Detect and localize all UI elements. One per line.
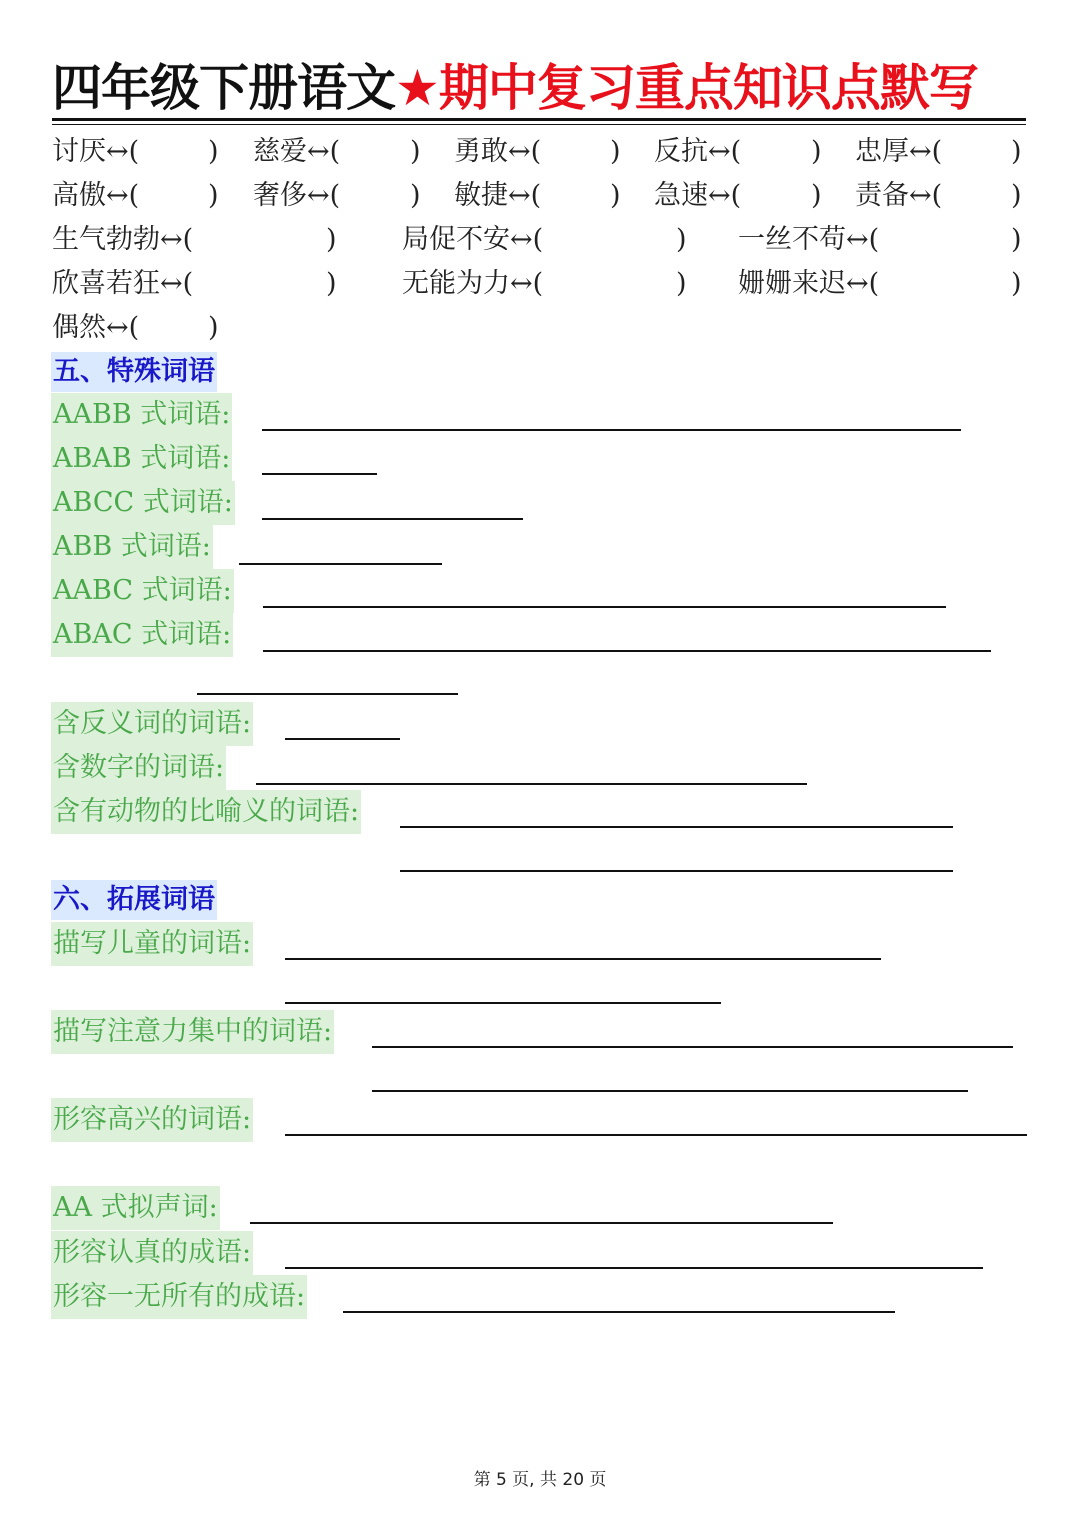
- antonym-blank-close: ): [326, 224, 337, 255]
- antonym-item: 反抗↔(: [654, 136, 742, 167]
- focus-words-answer-line-2[interactable]: [372, 1090, 968, 1092]
- antonym-item: 生气勃勃↔(: [52, 224, 194, 255]
- antonym-item: 忠厚↔(: [855, 136, 943, 167]
- title-topic-part: 期中复习重点知识点默写: [438, 59, 978, 117]
- abcc-answer-line[interactable]: [262, 518, 523, 520]
- antonym-blank-close: ): [208, 312, 219, 343]
- title-grade-part: 四年级下册语文: [52, 59, 395, 117]
- antonym-blank-close: ): [610, 136, 621, 167]
- animal-metaphor-answer-line[interactable]: [400, 826, 953, 828]
- antonym-item: 敏捷↔(: [454, 180, 542, 211]
- antonym-item: 一丝不苟↔(: [738, 224, 880, 255]
- abab-answer-line[interactable]: [262, 473, 377, 475]
- antonym-blank-close: ): [1011, 180, 1022, 211]
- number-words-label: 含数字的词语:: [51, 746, 226, 790]
- animal-metaphor-label: 含有动物的比喻义的词语:: [51, 790, 361, 834]
- antonym-item: 姗姗来迟↔(: [738, 268, 880, 299]
- antonym-blank-close: ): [326, 268, 337, 299]
- number-words-answer-line[interactable]: [256, 783, 807, 785]
- antonym-item: 局促不安↔(: [402, 224, 544, 255]
- antonym-blank-close: ): [410, 136, 421, 167]
- onomatopoeia-answer-line[interactable]: [250, 1222, 833, 1224]
- nothing-idiom-label: 形容一无所有的成语:: [51, 1275, 307, 1319]
- aabc-label: AABC 式词语:: [51, 569, 234, 613]
- antonym-blank-close: ): [676, 268, 687, 299]
- antonym-blank-close: ): [811, 180, 822, 211]
- abb-label: ABB 式词语:: [51, 525, 213, 569]
- antonym-words-label: 含反义词的词语:: [51, 702, 253, 746]
- section-six-heading: 六、拓展词语: [51, 880, 217, 920]
- antonym-item: 责备↔(: [855, 180, 943, 211]
- antonym-item: 高傲↔(: [52, 180, 140, 211]
- antonym-item: 勇敢↔(: [454, 136, 542, 167]
- antonym-item: 奢侈↔(: [253, 180, 341, 211]
- antonym-blank-close: ): [610, 180, 621, 211]
- antonym-blank-close: ): [676, 224, 687, 255]
- antonym-item: 讨厌↔(: [52, 136, 140, 167]
- antonym-words-answer-line[interactable]: [285, 738, 400, 740]
- antonym-item: 欣喜若狂↔(: [52, 268, 194, 299]
- antonym-item: 无能为力↔(: [402, 268, 544, 299]
- children-words-answer-line[interactable]: [285, 958, 881, 960]
- serious-idiom-label: 形容认真的成语:: [51, 1231, 253, 1275]
- page-title: [52, 58, 1032, 118]
- abcc-label: ABCC 式词语:: [51, 481, 235, 525]
- aabb-answer-line[interactable]: [262, 429, 961, 431]
- children-words-answer-line-2[interactable]: [285, 1002, 721, 1004]
- nothing-idiom-answer-line[interactable]: [343, 1311, 895, 1313]
- antonym-blank-close: ): [1011, 224, 1022, 255]
- focus-words-label: 描写注意力集中的词语:: [51, 1010, 334, 1054]
- children-words-label: 描写儿童的词语:: [51, 922, 253, 966]
- aabc-answer-line[interactable]: [263, 606, 946, 608]
- antonym-blank-close: ): [208, 136, 219, 167]
- abac-answer-line[interactable]: [263, 650, 991, 652]
- page-footer: 第 5 页, 共 20 页: [473, 1470, 607, 1490]
- antonym-blank-close: ): [410, 180, 421, 211]
- antonym-item: 偶然↔(: [52, 312, 140, 343]
- title-underline-thick: [52, 118, 1026, 121]
- happy-words-answer-line[interactable]: [285, 1134, 1027, 1136]
- section-five-heading: 五、特殊词语: [51, 352, 217, 392]
- abac-answer-line-2[interactable]: [197, 693, 458, 695]
- onomatopoeia-label: AA 式拟声词:: [51, 1186, 220, 1230]
- antonym-blank-close: ): [1011, 136, 1022, 167]
- serious-idiom-answer-line[interactable]: [285, 1267, 983, 1269]
- abb-answer-line[interactable]: [239, 563, 442, 565]
- abac-label: ABAC 式词语:: [51, 613, 233, 657]
- antonym-item: 急速↔(: [654, 180, 742, 211]
- antonym-blank-close: ): [811, 136, 822, 167]
- antonym-item: 慈爱↔(: [253, 136, 341, 167]
- star-icon: ★: [395, 59, 439, 117]
- focus-words-answer-line[interactable]: [372, 1046, 1013, 1048]
- title-underline-thin: [52, 124, 1026, 125]
- abab-label: ABAB 式词语:: [51, 437, 232, 481]
- antonym-blank-close: ): [1011, 268, 1022, 299]
- happy-words-label: 形容高兴的词语:: [51, 1098, 253, 1142]
- aabb-label: AABB 式词语:: [51, 393, 232, 437]
- antonym-blank-close: ): [208, 180, 219, 211]
- animal-metaphor-answer-line-2[interactable]: [400, 870, 953, 872]
